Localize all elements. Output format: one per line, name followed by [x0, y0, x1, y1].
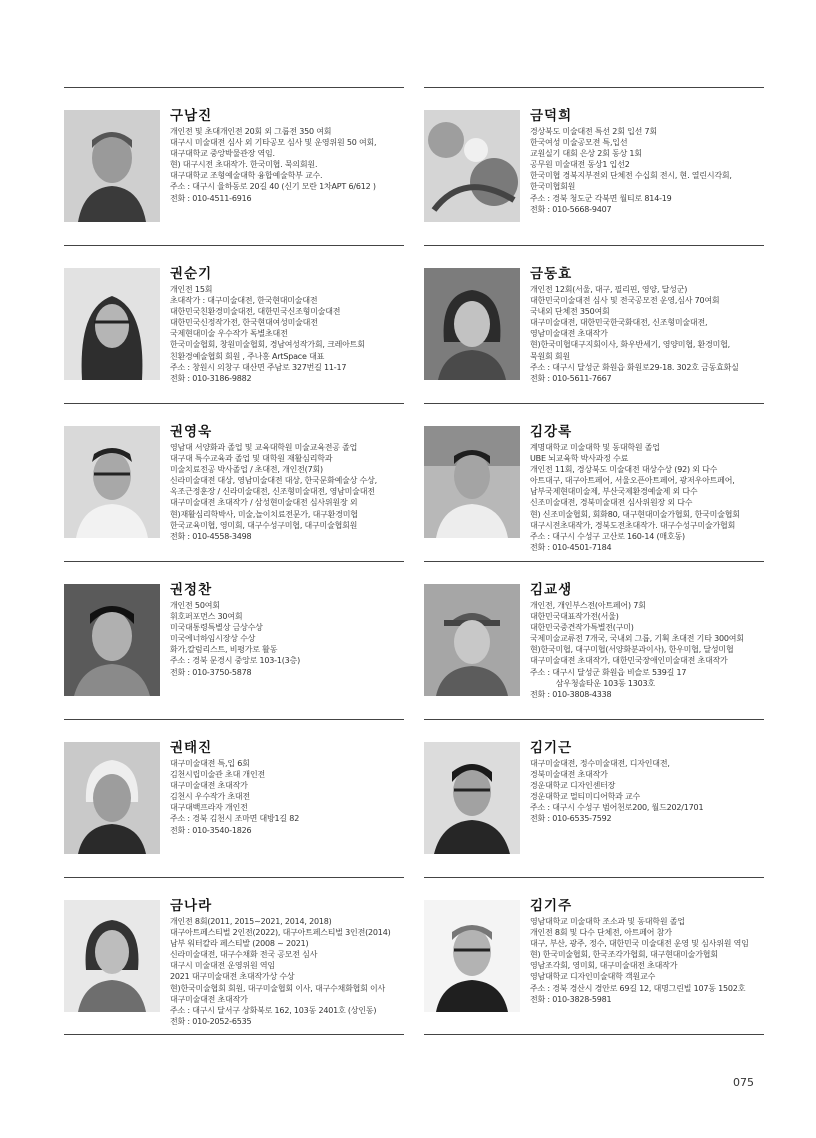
detail-line: 신라미술대전, 대구수채화 전국 공모전 심사: [170, 950, 318, 960]
detail-line: 영남미술대전 초대작가: [530, 329, 608, 339]
detail-line: 전화 : 010-4511-6916: [170, 193, 252, 203]
artist-details: [530, 442, 766, 553]
artist-info: [170, 424, 406, 542]
detail-line: 공무원 미술대전 동상1 입선2: [530, 160, 630, 170]
artist-entry: [64, 877, 404, 1035]
detail-line: 대구미술대전 초대작가 / 삼성현미술대전 심사위원장 외: [170, 498, 358, 508]
detail-line: 현) 한국미술협회, 한국조각가협회, 대구현대미술가협회: [530, 950, 718, 960]
detail-line: 한국교육미협, 영미회, 대구수성구미협, 대구미술협회원: [170, 520, 358, 530]
detail-line: 전화 : 010-5668-9407: [530, 204, 612, 214]
artist-photo: [424, 900, 520, 1012]
detail-line: 영남조각회, 영미회, 대구미술대전 초대작가: [530, 961, 678, 971]
detail-line: 남부 워터칼라 페스티발 (2008 ~ 2021): [170, 939, 309, 949]
artist-name: 금덕희: [530, 108, 573, 124]
artist-details: [530, 126, 766, 215]
detail-line: UBE 뇌교육학 박사과정 수료: [530, 454, 629, 464]
artist-entry: [64, 719, 404, 877]
detail-line: 주소 : 대구시 달서구 상화북로 162, 103동 2401호 (상인동): [170, 1005, 377, 1015]
detail-line: 2021 대구미술대전 초대작가상 수상: [170, 972, 295, 982]
detail-line: 전화 : 010-5611-7667: [530, 373, 612, 383]
detail-line: 대구대백프라자 개인전: [170, 803, 248, 813]
detail-line: 주소 : 경북 김천시 조마면 대방1길 82: [170, 814, 300, 824]
detail-line: 묵원회 회원: [530, 351, 570, 361]
artist-entry: [424, 561, 764, 719]
detail-line: 대구미술대전 특,입 6회: [170, 759, 250, 768]
artist-name: 권태진: [170, 740, 213, 756]
detail-line: 대구미술대전, 정수미술대전, 디자인대전,: [530, 759, 670, 768]
detail-line: 전화 : 010-3540-1826: [170, 825, 252, 835]
detail-line: 아트대구, 대구아트페어, 서울오픈아트페어, 광저우아트페어,: [530, 476, 735, 486]
artist-name: 권영욱: [170, 424, 213, 440]
artist-name: 김강록: [530, 424, 573, 440]
detail-line: 주소 : 경북 경산시 경안로 69길 12, 대명그린빌 107동 1502호: [530, 983, 746, 993]
detail-line: 한국미협 경북지부전외 단체전 수십회 전시, 현. 열린시각회,: [530, 171, 732, 181]
detail-line: 현)한국미협, 대구미협(서양화분과이사), 한우미협, 달성미협: [530, 645, 734, 655]
artist-photo: [64, 426, 160, 538]
artist-info: [170, 582, 406, 678]
detail-line: 주소 : 대구시 수성구 범어천로200, 월드202/1701: [530, 803, 704, 813]
artist-details: [530, 916, 766, 1005]
artist-entry: [64, 561, 404, 719]
artist-info: [530, 108, 766, 215]
detail-line: 남부국제현대미술제, 부산국제환경예술제 외 다수: [530, 487, 698, 497]
detail-line: 개인전 8회 및 다수 단체전, 아트페어 참가: [530, 928, 672, 938]
artist-info: [170, 740, 406, 836]
detail-line: 경상북도 미술대전 특선 2회 입선 7회: [530, 127, 657, 136]
artist-photo: [424, 584, 520, 696]
detail-line: 주소 : 대구시 율하동로 20길 40 (신기 모란 1차APT 6/612 ): [170, 182, 376, 192]
detail-line: 대구시 미술대전 운영위원 역임: [170, 961, 275, 971]
detail-line: 신조미술대전, 경북미술대전 심사위원장 외 다수: [530, 498, 693, 508]
detail-line: 교원실기 대회 은상 2회 동상 1회: [530, 149, 642, 159]
detail-line: 대구미술대전 초대작가: [170, 781, 248, 791]
artist-info: [530, 266, 766, 384]
detail-line: 현) 신조미술협회, 회화80, 대구현대미술가협회, 한국미술협회: [530, 509, 740, 519]
detail-line: 한국여성 미술공모전 특,입선: [530, 138, 628, 148]
detail-line: 미국에너하임시장상 수상: [170, 634, 256, 644]
detail-line: 현) 대구시전 초대작가. 한국미협. 묵의회원.: [170, 160, 318, 170]
detail-line: 친환경예술협회 회원 , 주나홍 ArtSpace 대표: [170, 351, 325, 361]
detail-line: 계명대학교 미술대학 및 동대학원 졸업: [530, 443, 660, 452]
detail-line: 전화 : 010-6535-7592: [530, 814, 612, 824]
artist-photo: [64, 900, 160, 1012]
detail-line: 영남대학교 미술대학 조소과 및 동대학원 졸업: [530, 917, 685, 926]
artist-entry: [64, 403, 404, 561]
detail-line: 경북미술대전 초대작가: [530, 770, 608, 780]
detail-line: 김천시 우수작가 초대전: [170, 792, 250, 802]
detail-line: 대한민국대표작가전(서울): [530, 612, 619, 622]
artist-info: [170, 898, 406, 1027]
detail-line: 미국대통령특별상 금상수상: [170, 623, 263, 633]
detail-line: 국내외 단체전 350여회: [530, 307, 610, 317]
detail-line: 주소 : 대구시 달성군 화원읍 비슬로 539길 17: [530, 667, 687, 677]
detail-line: 한국미협회원: [530, 182, 576, 192]
artist-details: [170, 442, 406, 542]
artist-entry: [424, 877, 764, 1035]
artist-entry: [424, 403, 764, 561]
detail-line: 주소 : 경북 청도군 각북면 월티로 814-19: [530, 193, 672, 203]
artist-name: 금동효: [530, 266, 573, 282]
detail-line: 대구미술대전 초대작가: [170, 994, 248, 1004]
right-column: [424, 87, 764, 1035]
artist-details: [170, 284, 406, 384]
artist-name: 권순기: [170, 266, 213, 282]
detail-line: 전화 : 010-3808-4338: [530, 689, 612, 699]
artist-photo: [424, 268, 520, 380]
artist-name: 김기주: [530, 898, 573, 914]
detail-line: 대한민국친환경미술대전, 대한민국신조형미술대전: [170, 307, 341, 317]
detail-line: 대구대 특수교육과 졸업 및 대학원 재활심리학과: [170, 454, 333, 464]
detail-line: 영남대학교 디자인미술대학 객원교수: [530, 972, 656, 982]
detail-line: 전화 : 010-4558-3498: [170, 531, 252, 541]
page-number: 075: [733, 1076, 754, 1089]
artist-photo: [64, 110, 160, 222]
artist-details: [170, 126, 406, 204]
detail-line: 영남대 서양화과 졸업 및 교육대학원 미술교육전공 졸업: [170, 443, 358, 452]
detail-line: 대한민국미술대전 심사 및 전국공모전 운영,심사 70여회: [530, 296, 720, 306]
artist-info: [170, 108, 406, 204]
artist-photo: [64, 584, 160, 696]
detail-line: 현)한국미술협회 회원, 대구미술협회 이사, 대구수채화협회 이사: [170, 983, 386, 993]
detail-line: 김천시립미술관 초대 개인전: [170, 770, 266, 780]
detail-line: 옥조근정훈장 / 신라미술대전, 신조형미술대전, 영남미술대전: [170, 487, 375, 497]
detail-line: 대한민국중견작가특별전(구미): [530, 623, 634, 633]
artist-name: 김기근: [530, 740, 573, 756]
detail-line: 대한민국신정작가전, 한국현대여성미술대전: [170, 318, 318, 328]
artist-name: 김교생: [530, 582, 573, 598]
detail-line: 전화 : 010-3186-9882: [170, 373, 252, 383]
detail-line: 대구미술대전, 대한민국한국화대전, 신조형미술대전,: [530, 318, 708, 328]
detail-line: 주소 : 대구시 달성군 화원읍 화원로29-18. 302호 금동효화실: [530, 362, 739, 372]
detail-line: 주소 : 창원시 의창구 대산면 주남로 327번길 11-17: [170, 362, 347, 372]
artist-photo: [424, 426, 520, 538]
detail-line: 삼우청솔타운 103동 1303호: [530, 678, 655, 688]
detail-line: 전화 : 010-3828-5981: [530, 994, 612, 1004]
left-column: [64, 87, 404, 1035]
detail-line: 휘호퍼포먼스 30여회: [170, 612, 243, 622]
detail-line: 개인전 8회(2011, 2015~2021, 2014, 2018): [170, 917, 332, 926]
detail-line: 대구, 부산, 광주, 정수, 대한민국 미술대전 운영 및 심사위원 역임: [530, 939, 749, 949]
detail-line: 현)한국미협대구지회이사, 화우반세기, 영양미협, 환경미협,: [530, 340, 730, 350]
detail-line: 한국미술협회, 창원미술협회, 경남여성작가회, 크레아트회: [170, 340, 365, 350]
artist-entry: [424, 719, 764, 877]
detail-line: 전화 : 010-4501-7184: [530, 542, 612, 552]
detail-line: 개인전 15회: [170, 285, 213, 294]
detail-line: 미술치료전공 박사졸업 / 초대전, 개인전(7회): [170, 465, 323, 475]
detail-line: 경운대학교 디자인센터장: [530, 781, 616, 791]
detail-line: 대구미술대전 초대작가, 대한민국장애인미술대전 초대작가: [530, 656, 728, 666]
detail-line: 전화 : 010-3750-5878: [170, 667, 252, 677]
artist-details: [530, 600, 766, 700]
detail-line: 개인전 11회, 경상북도 미술대전 대상수상 (92) 외 다수: [530, 465, 718, 475]
detail-line: 주소 : 대구시 수성구 고산로 160-14 (매호동): [530, 531, 685, 541]
artist-details: [170, 916, 406, 1027]
detail-line: 국제미술교류전 7개국, 국내외 그룹, 기획 초대전 기타 300여회: [530, 634, 744, 644]
detail-line: 대구시전초대작가, 경북도전초대작가. 대구수성구미술가협회: [530, 520, 736, 530]
detail-line: 신라미술대전 대상, 영남미술대전 대상, 한국문화예술상 수상,: [170, 476, 377, 486]
artist-info: [530, 740, 766, 825]
artist-entry: [424, 87, 764, 245]
detail-line: 주소 : 경북 문경시 중앙로 103-1(3층): [170, 656, 300, 666]
artist-details: [170, 600, 406, 678]
artist-photo: [424, 110, 520, 222]
detail-line: 현)재활심리학박사, 미술,놀이치료전문가, 대구환경미협: [170, 509, 358, 519]
detail-line: 대구대학교 중앙박물관장 역임.: [170, 149, 275, 159]
artist-info: [530, 582, 766, 700]
detail-line: 대구시 미술대전 심사 외 기타공모 심사 및 운영위원 50 여회,: [170, 138, 377, 148]
artist-entry: [424, 245, 764, 403]
detail-line: 화가,칼럼리스트, 비평가로 활동: [170, 645, 278, 655]
artist-details: [530, 758, 766, 825]
detail-line: 개인전 50여회: [170, 601, 220, 610]
detail-line: 대구아트페스티벌 2인전(2022), 대구아트페스티벌 3인전(2014): [170, 928, 391, 938]
artist-name: 금나라: [170, 898, 213, 914]
artist-details: [170, 758, 406, 836]
detail-line: 경운대학교 멀티미디어학과 교수: [530, 792, 641, 802]
artist-details: [530, 284, 766, 384]
detail-line: 개인전, 개인부스전(아트페어) 7회: [530, 601, 646, 610]
detail-line: 국제현대미술 우수작가 독별초대전: [170, 329, 288, 339]
artist-photo: [424, 742, 520, 854]
artist-photo: [64, 268, 160, 380]
detail-line: 초대작가 : 대구미술대전, 한국현대미술대전: [170, 296, 318, 306]
artist-photo: [64, 742, 160, 854]
artist-info: [530, 898, 766, 1005]
artist-name: 권정찬: [170, 582, 213, 598]
artist-entry: [64, 245, 404, 403]
artist-info: [170, 266, 406, 384]
detail-line: 개인전 및 초대개인전 20회 외 그룹전 350 여회: [170, 127, 332, 136]
detail-line: 전화 : 010-2052-6535: [170, 1016, 252, 1026]
detail-line: 대구대학교 조형예술대학 융합예술학부 교수.: [170, 171, 323, 181]
artist-name: 구남진: [170, 108, 213, 124]
artist-entry: [64, 87, 404, 245]
detail-line: 개인전 12회(서울, 대구, 필리핀, 영양, 달성군): [530, 285, 688, 294]
artist-info: [530, 424, 766, 553]
